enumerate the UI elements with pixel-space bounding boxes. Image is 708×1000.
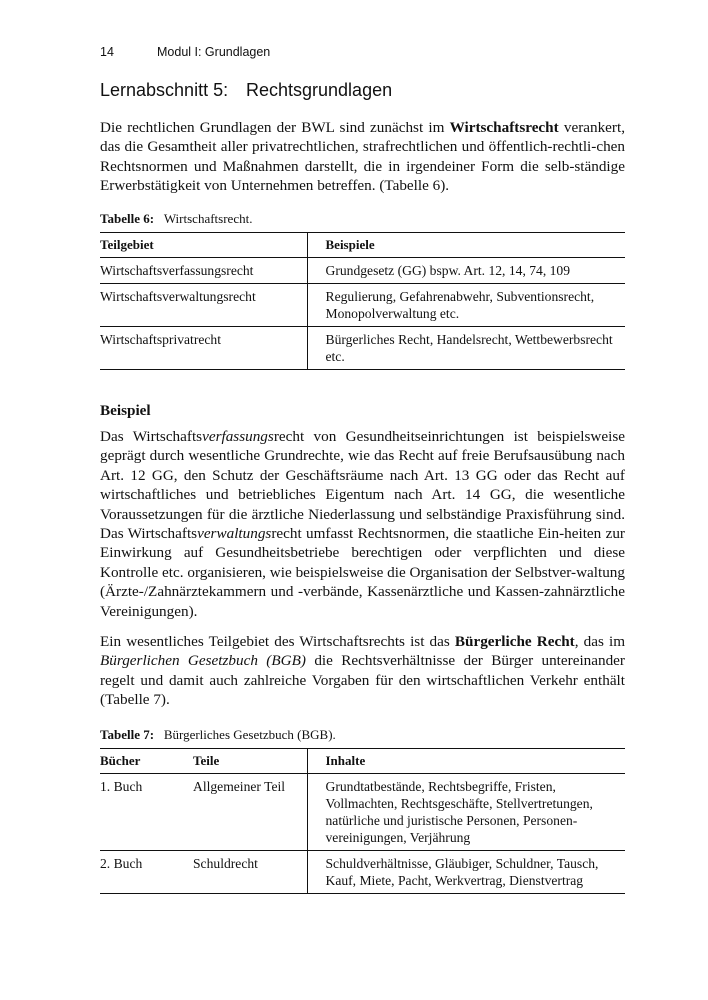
table-row [100,284,625,327]
table-cell: Bürgerliches Recht, Handelsrecht, Wettbewerbsrecht etc. [307,327,625,370]
beispiel-text-2: recht von Gesundheitseinrichtungen ist beispielsweise geprägt durch wesentliche Grundrechte, wie das Recht auf freie Berufsausübung nach Art. 12 GG, den Schutz der Geschäftsräume nach Art. 13 GG oder das Recht auf wirtschaftliches und betriebliches Eigentum nach Art. 14 GG, die wesentliche Voraussetzungen für die ärztliche Niederlassung und selbständige Praxisführung sind. Das Wirtschafts [100,428,625,543]
table-cell: Wirtschaftsprivatrecht [100,332,221,347]
bgb-text-2: , das im [574,633,626,650]
table-row [100,851,625,894]
table-cell: Schuldverhältnisse, Gläubiger, Schuldner, Tausch, Kauf, Miete, Pacht, Werkvertrag, Dienstvertrag [307,851,625,894]
table-row [100,774,625,851]
bgb-bold-term: Bürgerliche Recht [454,633,575,650]
intro-paragraph [100,118,625,196]
table-cell: Grundgesetz (GG) bspw. Art. 12, 14, 74, 109 [307,258,625,284]
beispiel-text-1: Das Wirtschafts [100,428,203,445]
bgb-text-3: die Rechtsverhältnisse der Bürger untereinander regelt und damit auch zahlreiche Vorgaben für den wirtschaftlichen Verkehr enthält (Tabelle 7). [100,652,625,709]
bgb-italic-term: Bürgerlichen Gesetzbuch (BGB) [100,652,306,670]
intro-text-1: Die rechtlichen Grundlagen der BWL sind zunächst im [100,119,450,136]
table7 [100,748,625,894]
beispiel-paragraph [100,427,625,621]
table-cell: 2. Buch [100,856,143,871]
table-cell: Wirtschaftsverwaltungsrecht [100,289,256,304]
bgb-text-1: Ein wesentliches Teilgebiet des Wirtschaftsrechts ist das [100,633,455,650]
table6-caption-text: Wirtschaftsrecht. [163,211,253,226]
beispiel-text-3: recht umfasst Rechtsnormen, die staatliche Ein-heiten zur Einwirkung auf Gesundheitsbetriebe berechtigen oder verpflichten und diese Kontrolle etc. organisieren, wie beispielsweise die Organisation der Selbstver-waltung (Ärzte-/Zahnärztekammern und -verbände, Kassenärztliche und Kassen-zahnärztliche Vereinigungen). [100,525,625,620]
table6-caption [100,211,252,227]
table-cell: 1. Buch [100,779,143,794]
table6-header: Beispiele [307,233,625,258]
section-title: Rechtsgrundlagen [246,80,393,100]
table7-header: Inhalte [307,749,625,774]
page-number: 14 [100,45,114,59]
table-row [100,258,625,284]
section-heading [100,80,392,101]
table-cell: Allgemeiner Teil [193,779,286,794]
table7-caption [100,727,336,743]
table-cell: Grundtatbestände, Rechtsbegriffe, Fristen, Vollmachten, Rechtsgeschäfte, Stellvertretungen, natürliche und juristische Personen, Personen-vereinigungen, Verjährung [307,774,625,851]
table6-caption-label: Tabelle 6: [100,211,155,226]
table7-header: Bücher [100,753,141,768]
table-row [100,327,625,370]
table6-header-row [100,233,625,258]
beispiel-italic-1: verfassungs [202,428,274,445]
beispiel-heading: Beispiel [100,402,151,419]
bgb-paragraph [100,632,625,710]
table6 [100,232,625,370]
running-title: Modul I: Grundlagen [157,45,271,59]
table7-caption-label: Tabelle 7: [100,727,155,742]
intro-text-2: verankert, das die Gesamtheit aller privatrechtlichen, strafrechtlichen und öffentlich-rechtli-chen Rechtsnormen und Maßnahmen darstellt, die in irgendeiner Form die selb-ständige Erwerbstätigkeit von Unternehmen betreffen. (Tabelle 6). [100,119,626,195]
table-cell: Schuldrecht [193,856,258,871]
table-cell: Regulierung, Gefahrenabwehr, Subventionsrecht, Monopolverwaltung etc. [307,284,625,327]
table7-caption-text: Bürgerliches Gesetzbuch (BGB). [163,727,336,742]
table-cell: Wirtschaftsverfassungsrecht [100,263,254,278]
table6-header: Teilgebiet [100,237,154,252]
section-label: Lernabschnitt 5: [100,80,229,100]
beispiel-italic-2: verwaltungs [197,525,272,543]
table7-header: Teile [193,753,220,768]
table7-header-row [100,749,625,774]
intro-bold-term: Wirtschaftsrecht [449,119,559,136]
